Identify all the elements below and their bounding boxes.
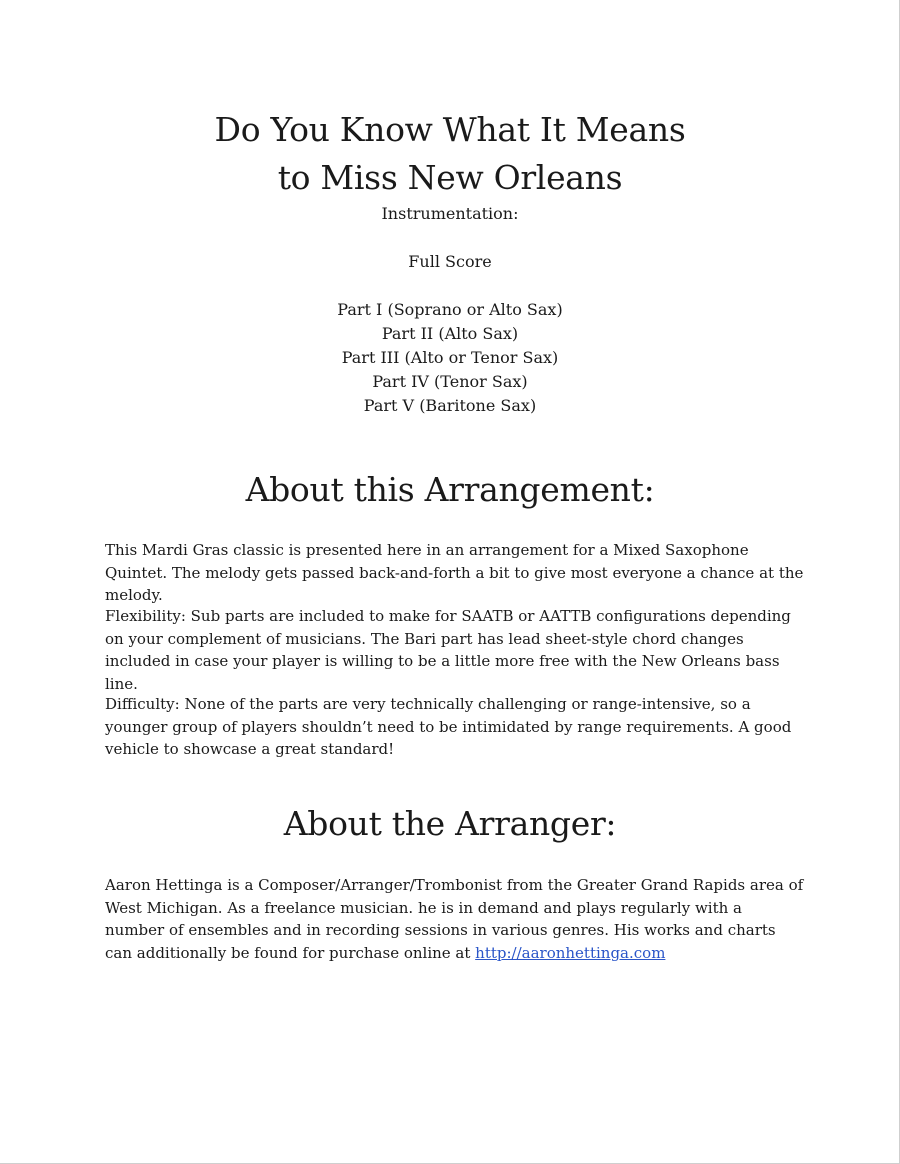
instrumentation-list [0,202,900,418]
title-block [0,106,900,202]
instrumentation-label: Instrumentation: [381,204,519,223]
part-item: Part III (Alto or Tenor Sax) [341,348,559,367]
full-score-item: Full Score [408,252,492,271]
part-item: Part I (Soprano or Alto Sax) [337,300,563,319]
part-item: Part IV (Tenor Sax) [372,372,528,391]
part-item: Part V (Baritone Sax) [363,396,537,415]
arranger-bio-paragraph [105,874,805,964]
title-line-1: Do You Know What It Means [214,110,686,149]
arrangement-intro-paragraph: This Mardi Gras classic is presented here in an arrangement for a Mixed Saxophone Quintet. The melody gets passed back-and-forth a bit to give most everyone a chance at the melody. [105,541,804,604]
difficulty-paragraph: Difficulty: None of the parts are very technically challenging or range-intensive, so a younger group of players shouldn’t need to be intimidated by range requirements. A good vehicle to showcase a great standard! [105,695,792,758]
spacer [0,226,900,250]
about-arrangement-heading: About this Arrangement: [245,470,655,509]
flexibility-paragraph: Flexibility: Sub parts are included to make for SAATB or AATTB configurations depending on your complement of musicians. The Bari part has lead sheet-style chord changes included in case your player is willing to be a little more free with the New Orleans bass line. [105,607,791,693]
title-line-2: to Miss New Orleans [277,158,623,197]
part-item: Part II (Alto Sax) [381,324,519,343]
arranger-bio-text: Aaron Hettinga is a Composer/Arranger/Trombonist from the Greater Grand Rapids area of West Michigan. As a freelance musician. he is in demand and plays regularly with a number of ensembles and in recording sessions in various genres. His works and charts can additionally be found for purchase online at [105,876,804,962]
spacer [0,274,900,298]
arranger-website-link[interactable]: http://aaronhettinga.com [475,943,666,962]
about-arranger-heading: About the Arranger: [283,804,617,843]
